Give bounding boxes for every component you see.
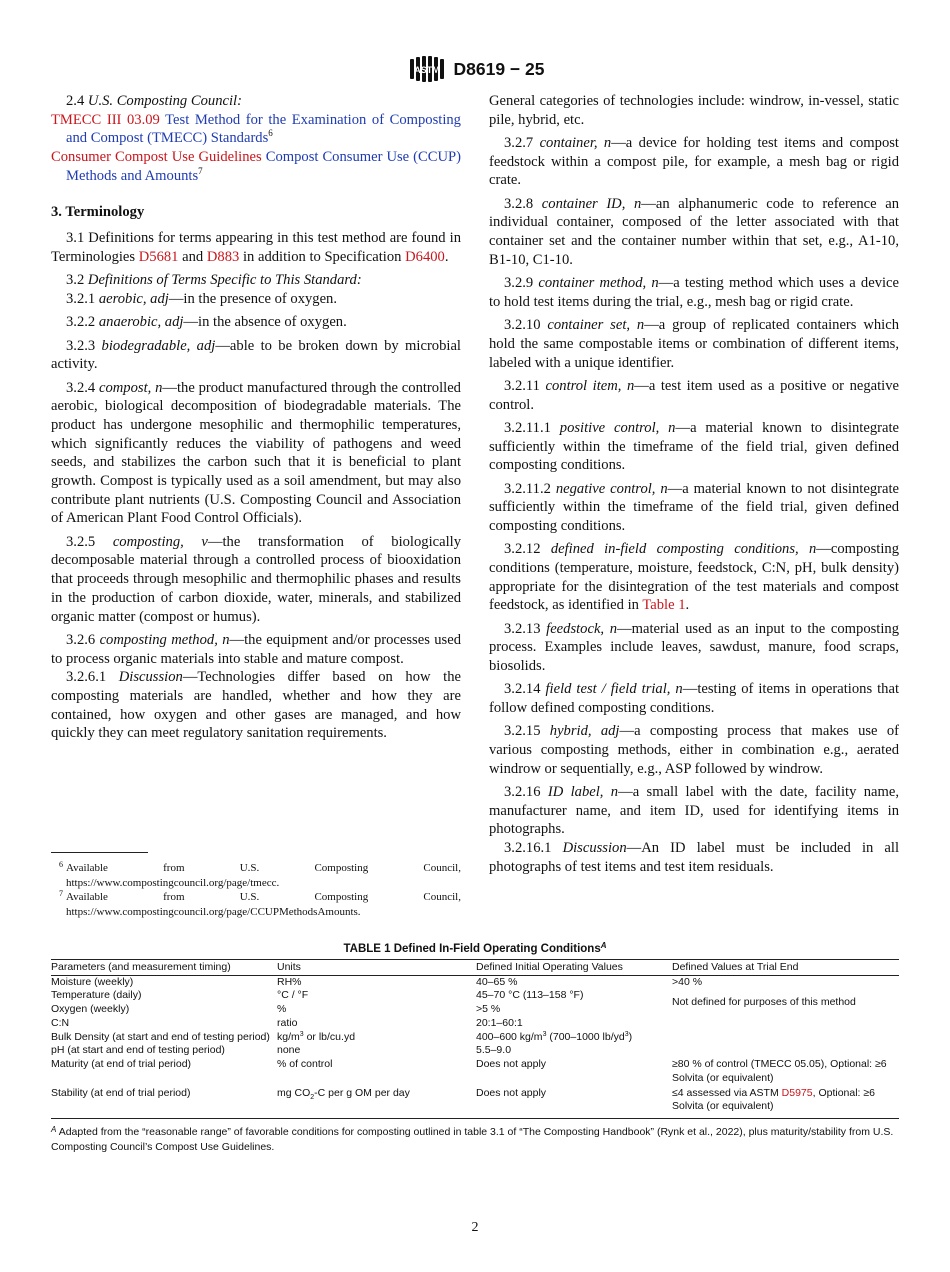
definition-negative-control: 3.2.11.2 negative control, n—a material known to not disintegrate sufficiently within the timeframe of the field trial, given defined composting conditions.: [489, 480, 899, 534]
definition-aerobic: 3.2.1 aerobic, adj—in the presence of oxygen.: [66, 290, 338, 307]
table-row: Stability (at end of trial period) mg $CO_2-C$ per g OM per day Does not apply ≤4 assessed via ASTM D5975, Optional: ≥6 Solvita (or equivalent): [51, 1087, 899, 1119]
definition-container-id: 3.2.8 container ID, n—an alphanumeric code to reference an individual container, composed of the letter associated with that container set and the container number within that set, e.g., A1-10, B1-10, C1-10.: [489, 195, 900, 268]
tmecc-code-link[interactable]: TMECC III 03.09: [51, 111, 160, 128]
svg-text:ASTM: ASTM: [413, 65, 440, 75]
table-1: [51, 942, 899, 1154]
left-column: [51, 92, 461, 743]
table-row: C:N ratio 20:1–60:1: [51, 1016, 523, 1029]
discussion-3-2-16-1: 3.2.16.1 Discussion—An ID label must be included in all photographs of test items and test item residuals.: [489, 840, 899, 875]
definition-composting-method: 3.2.6 composting method, n—the equipment and/or processes used to process organic materials into stable and mature compost.: [51, 631, 461, 667]
definition-biodegradable: 3.2.3 biodegradable, adj—able to be broken down by microbial activity.: [51, 337, 461, 373]
header-initial-values: Defined Initial Operating Values: [476, 960, 672, 976]
table-footnote: $^A$ Adapted from the “reasonable range” of favorable conditions for composting outlined in table 3.1 of “The Composting Handbook” (Rynk et al., 2022), plus maturity/stability from U.S. Composting Council’s Compost Use Guidelines.: [51, 1125, 894, 1153]
header-trial-end-values: Defined Values at Trial End: [672, 960, 899, 976]
ref-d883-link[interactable]: D883: [206, 248, 240, 265]
definition-in-field-conditions: 3.2.12 defined in-field composting conditions, n—composting conditions (temperature, moisture, feedstock, C:N, pH, bulk density) appropriate for the disintegration of the test materials and compost feedstock, as identified in Table 1.: [489, 541, 899, 614]
definition-anaerobic: 3.2.2 anaerobic, adj—in the absence of oxygen.: [66, 314, 347, 331]
document-designation: D8619 − 25: [453, 58, 545, 79]
table-row: Temperature (daily) °C / °F 45–70 °C (113–158 °F) Not defined for purposes of this method: [51, 989, 856, 1009]
definition-compost: 3.2.4 compost, n—the product manufactured through the controlled aerobic, biological decomposition of biodegradable materials. The product has undergone mesophilic and thermophilic temperatures, which significantly reduces the viability of pathogens and weed seeds, and stabilizes the carbon such that it is beneficial to plant growth. Compost is typically used as a soil amendment, but may also contribute plant nutrients (U.S. Composting Council and Association of American Plant Food Control Officials).: [51, 379, 461, 527]
definition-container-set: 3.2.10 container set, n—a group of replicated containers which hold the same compostable items or combination of different items, labeled with a unique identifier.: [489, 317, 899, 371]
ref-d5681-link[interactable]: D5681: [138, 248, 179, 265]
paragraph-3-1: 3.1 Definitions for terms appearing in this test method are found in Terminologies D5681 and D883 in addition to Specification D6400.: [51, 230, 461, 265]
page-header: [0, 56, 950, 86]
discussion-3-2-6-1: 3.2.6.1 Discussion—Technologies differ based on how the composting materials are handled, whether and how they are contained, how oxygen and other gases are managed, and how quickly they can meet regulatory sanitation requirements.: [51, 669, 461, 742]
header-units: Units: [277, 960, 476, 976]
page-number: 2: [471, 1220, 479, 1235]
definition-positive-control: 3.2.11.1 positive control, n—a material known to disintegrate sufficiently within the timeframe of the field trial, given defined composting conditions.: [489, 419, 899, 474]
definition-control-item: 3.2.11 control item, n—a test item used as a positive or negative control.: [489, 377, 900, 413]
header-parameters: Parameters (and measurement timing): [51, 960, 277, 976]
discussion-continued: General categories of technologies include: windrow, in-vessel, static pile, hybrid, etc.: [489, 93, 899, 128]
reference-ccup: Consumer Compost Use Guidelines Compost Consumer Use (CCUP) Methods and Amounts$^7$: [51, 149, 462, 184]
definition-field-trial: 3.2.14 field test / field trial, n—testing of items in operations that follow defined composting conditions.: [489, 681, 899, 717]
footnote-divider: [51, 852, 148, 853]
footnotes: [51, 861, 461, 920]
definition-composting: 3.2.5 composting, v—the transformation of biologically decomposable material through a controlled process of biooxidation that proceeds through mesophilic and thermophilic phases and results in the production of carbon dioxide, water, minerals, and stabilized organic matter (compost or humus).: [51, 533, 461, 625]
tmecc-title-link[interactable]: Test Method for the Examination of Composting and Compost (TMECC) Standards: [66, 111, 461, 147]
right-column: [489, 92, 899, 877]
paragraph-3-2: 3.2 Definitions of Terms Specific to This Standard:: [66, 272, 362, 289]
conditions-table: [51, 959, 899, 1119]
definition-id-label: 3.2.16 ID label, n—a small label with the date, facility name, manufacturer name, and item ID, used for identifying items in photographs.: [489, 784, 899, 838]
section-3-heading: 3. Terminology: [51, 203, 145, 220]
table-title: TABLE 1 Defined In-Field Operating Conditions$^A$: [343, 941, 607, 955]
definition-feedstock: 3.2.13 feedstock, n—material used as an input to the composting process. Examples include leaves, sawdust, manure, food scraps, biosolids.: [489, 620, 899, 675]
definition-container-method: 3.2.9 container method, n—a testing method which uses a device to hold test items during the trial, e.g., mesh bag or rigid crate.: [489, 275, 899, 310]
table-header-row: [51, 960, 899, 976]
table-1-link[interactable]: Table 1: [642, 597, 686, 614]
table-row: Maturity (at end of trial period) % of control Does not apply ≥80 % of control (TMECC 05.05), Optional: ≥6 Solvita (or equivalent): [51, 1057, 887, 1084]
reference-tmecc: TMECC III 03.09 Test Method for the Examination of Composting and Compost (TMECC) Standards$^6$: [51, 111, 461, 147]
section-2-4: 2.4 U.S. Composting Council:: [66, 93, 242, 109]
definition-container: 3.2.7 container, n—a device for holding test items and compost feedstock within a compost pile, for example, a mesh bag or rigid crate.: [489, 135, 899, 189]
ref-d6400-link[interactable]: D6400: [405, 248, 445, 265]
ref-d5975-link[interactable]: D5975: [781, 1086, 813, 1099]
footnote-6: 6 Available from U.S. Composting Council, https://www.compostingcouncil.org/page/tmecc.: [59, 860, 461, 889]
footnote-7: 7 Available from U.S. Composting Council, https://www.compostingcouncil.org/page/CCUPMethodsAmounts.: [59, 889, 461, 919]
table-row: Bulk Density (at start and end of testing period) $kg/m^3$ or lb/cu.yd 400–600 $kg/m^3$ (700–1000 $lb/yd^3$): [51, 1030, 633, 1043]
table-row: Oxygen (weekly) % >5 %: [51, 1003, 501, 1016]
ccup-guidelines-link[interactable]: Consumer Compost Use Guidelines: [51, 149, 262, 166]
table-row: Moisture (weekly) RH% 40–65 % >40 %: [51, 975, 703, 988]
ccup-methods-link[interactable]: Compost Consumer Use (CCUP) Methods and Amounts: [66, 149, 462, 184]
astm-logo-icon: [406, 56, 446, 82]
table-row: pH (at start and end of testing period) none 5.5–9.0: [51, 1044, 512, 1057]
definition-hybrid: 3.2.15 hybrid, adj—a composting process that makes use of various composting methods, either in combination e.g., aerated windrow or sequentially, e.g., ASP followed by windrow.: [489, 723, 899, 777]
